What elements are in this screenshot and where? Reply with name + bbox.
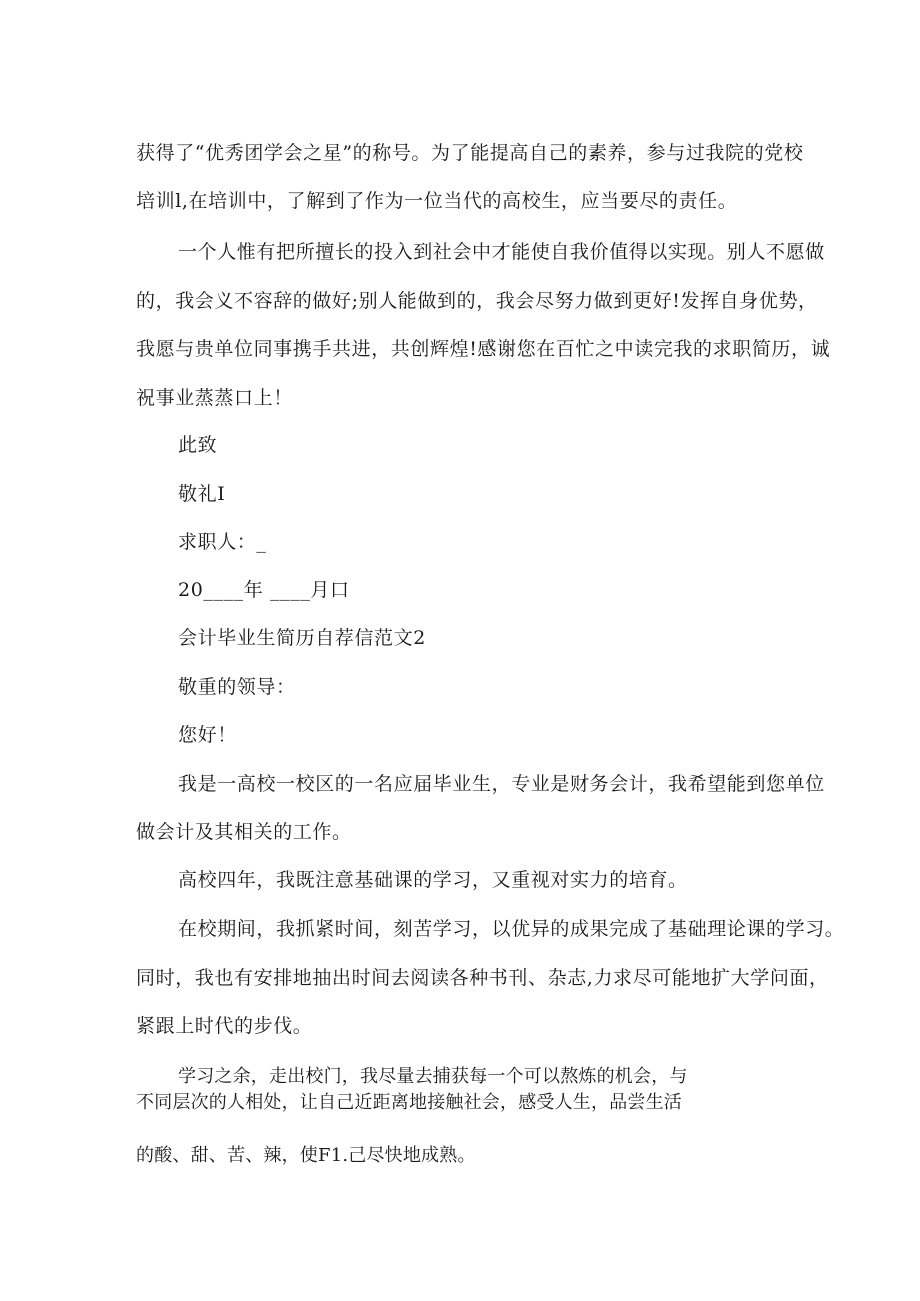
greeting-line: 敬重的领导： xyxy=(178,676,296,698)
paragraph-line: 做会计及其相关的工作。 xyxy=(136,821,352,843)
paragraph-line: 的，我会义不容辞的做好;别人能做到的，我会尽努力做到更好!发挥自身优势， xyxy=(136,290,818,312)
paragraph-line: 不同层次的人相处，让自己近距离地接触社会，感受人生，品尝生活 xyxy=(136,1092,682,1113)
paragraph-line: 同时，我也有安排地抽出时间去阅读各种书刊、杂志,力求尽可能地扩大学问面， xyxy=(136,967,829,989)
date-line: 20____年 ____月口 xyxy=(178,579,350,601)
paragraph-line: 祝事业蒸蒸口上！ xyxy=(136,387,293,409)
signature-line: 求职人：_ xyxy=(178,531,267,553)
paragraph-line: 的酸、甜、苦、辣，使F1.己尽快地成熟。 xyxy=(136,1145,476,1166)
closing-salutation: 此致 xyxy=(178,434,218,456)
paragraph-line: 紧跟上时代的步伐。 xyxy=(136,1015,313,1037)
paragraph-line: 我是一高校一校区的一名应届毕业生，专业是财务会计，我希望能到您单位 xyxy=(178,773,825,795)
paragraph-line: 获得了“优秀团学会之星”的称号。为了能提高自己的素养，参与过我院的党校 xyxy=(136,142,804,164)
paragraph-line: 一个人惟有把所擅长的投入到社会中才能使自我价值得以实现。别人不愿做 xyxy=(178,241,825,263)
paragraph-line: 学习之余，走出校门，我尽量去捕获每一个可以熬炼的机会，与 xyxy=(178,1066,688,1087)
closing-salutation: 敬礼I xyxy=(178,483,226,505)
paragraph-line: 我愿与贵单位同事携手共进，共创辉煌!感谢您在百忙之中读完我的求职简历，诚 xyxy=(136,338,831,360)
paragraph-line: 高校四年，我既注意基础课的学习，又重视对实力的培育。 xyxy=(178,869,688,891)
greeting-line: 您好！ xyxy=(178,724,237,746)
section-title: 会计毕业生简历自荐信范文2 xyxy=(178,627,426,649)
paragraph-line: 培训l,在培训中，了解到了作为一位当代的高校生，应当要尽的责任。 xyxy=(136,190,738,212)
paragraph-line: 在校期间，我抓紧时间，刻苦学习，以优异的成果完成了基础理论课的学习。 xyxy=(178,918,845,940)
